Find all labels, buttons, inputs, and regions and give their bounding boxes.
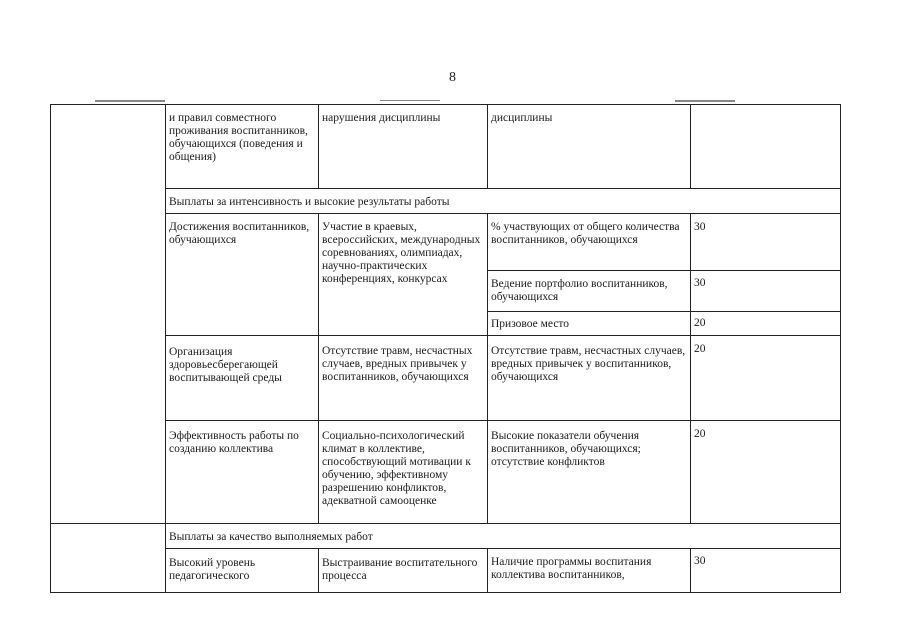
cell-indicator: Отсутствие травм, несчастных случаев, вредных привычек у воспитанников, обучающихся bbox=[491, 345, 686, 383]
col-divider bbox=[690, 104, 691, 188]
cell-condition: Выстраивание воспитательного процесса bbox=[322, 557, 478, 582]
cell-points: 20 bbox=[694, 428, 706, 440]
row-divider bbox=[165, 213, 841, 214]
cell-criterion: Достижения воспитанников, обучающихся bbox=[169, 221, 310, 246]
cell-condition: Отсутствие травм, несчастных случаев, вредных привычек у воспитанников, обучающихся bbox=[322, 345, 473, 383]
cell-criterion: Высокий уровень педагогического bbox=[169, 557, 256, 582]
col-divider bbox=[690, 213, 691, 523]
table-border-top bbox=[50, 104, 841, 105]
cell-condition: нарушения дисциплины bbox=[322, 112, 441, 124]
page-number: 8 bbox=[449, 70, 456, 85]
cell-criterion: Организация здоровьесберегающей воспитывающей среды bbox=[169, 346, 282, 384]
cell-condition: Социально-психологический климат в коллективе, способствующий мотивации к обучению, эффективному разрешению конфликтов, адекватной самооценке bbox=[322, 430, 471, 507]
cell-indicator: Наличие программы воспитания коллектива воспитанников, bbox=[491, 556, 652, 581]
col-divider bbox=[318, 104, 319, 188]
cell-criterion: Эффективность работы по созданию коллектива bbox=[169, 430, 299, 455]
col-divider bbox=[318, 548, 319, 593]
cell-points: 30 bbox=[694, 221, 706, 233]
cell-points: 20 bbox=[694, 343, 706, 355]
col-divider bbox=[487, 213, 488, 523]
row-divider bbox=[50, 523, 841, 524]
table-border-left bbox=[50, 104, 51, 593]
row-divider bbox=[165, 548, 841, 549]
cell-points: 30 bbox=[694, 277, 706, 289]
cell-points: 30 bbox=[694, 555, 706, 567]
scan-artifact bbox=[95, 100, 165, 102]
col-divider bbox=[165, 104, 166, 593]
row-divider bbox=[165, 188, 841, 189]
cell-points: 20 bbox=[694, 317, 706, 329]
scan-artifact bbox=[675, 100, 735, 102]
cell-indicator: дисциплины bbox=[491, 112, 553, 124]
row-divider bbox=[165, 420, 841, 421]
col-divider bbox=[487, 548, 488, 593]
row-divider bbox=[487, 311, 841, 312]
cell-indicator: Высокие показатели обучения воспитанников, обучающихся; отсутствие конфликтов bbox=[491, 430, 641, 468]
cell-indicator: Призовое место bbox=[491, 318, 570, 330]
cell-criterion: и правил совместного проживания воспитанников, обучающихся (поведения и общения) bbox=[169, 112, 308, 163]
col-divider bbox=[690, 548, 691, 593]
section-heading-intensity: Выплаты за интенсивность и высокие результаты работы bbox=[169, 196, 450, 208]
col-divider bbox=[487, 104, 488, 188]
cell-indicator: Ведение портфолио воспитанников, обучающихся bbox=[491, 278, 668, 303]
scan-artifact bbox=[380, 100, 440, 101]
cell-condition: Участие в краевых, всероссийских, международных соревнованиях, олимпиадах, научно-практических конференциях, конкурсах bbox=[322, 221, 481, 285]
col-divider bbox=[318, 213, 319, 523]
cell-indicator: % участвующих от общего количества воспитанников, обучающихся bbox=[491, 221, 680, 246]
row-divider bbox=[487, 270, 841, 271]
section-heading-quality: Выплаты за качество выполняемых работ bbox=[169, 531, 373, 543]
row-divider bbox=[165, 335, 841, 336]
table-border-bottom bbox=[50, 592, 841, 593]
table-border-right bbox=[840, 104, 841, 593]
